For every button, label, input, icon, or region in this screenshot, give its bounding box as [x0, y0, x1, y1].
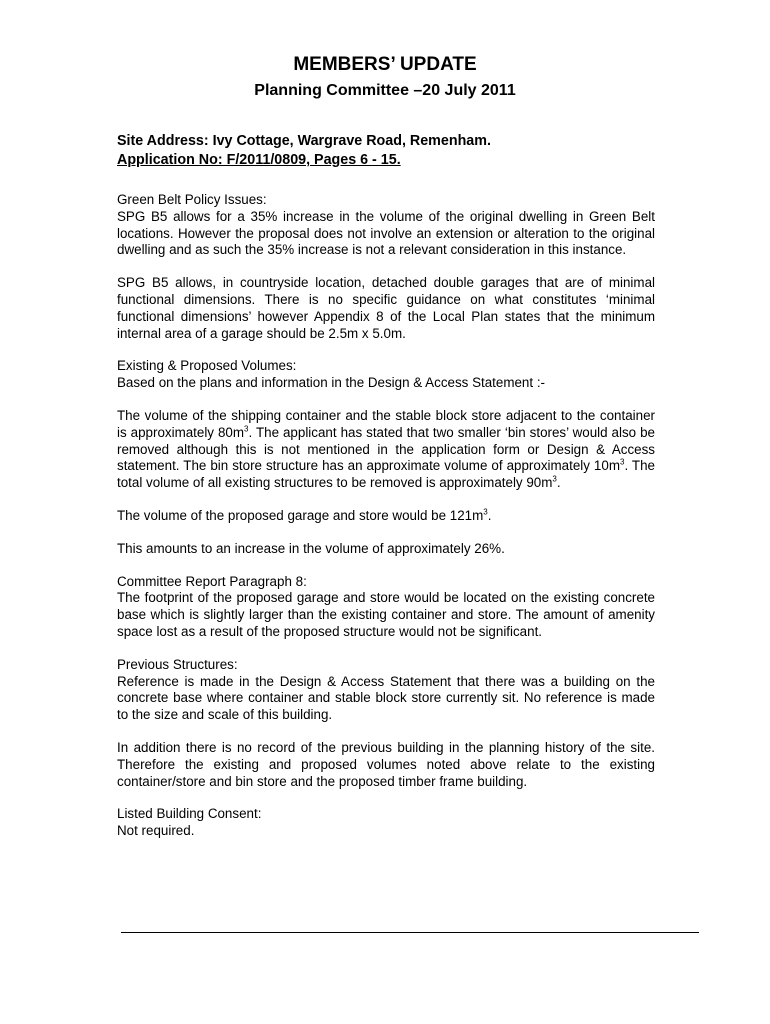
garage-guidance-section: [117, 275, 655, 342]
section-heading: Previous Structures:: [117, 656, 238, 672]
paragraph: SPG B5 allows, in countryside location, detached double garages that are of minimal functional dimensions. There is no specific guidance on what constitutes ‘minimal functional dimensions’ however Appendix 8 of the Local Plan states that the minimum internal area of a garage should be 2.5m x 5.0m.: [117, 275, 655, 341]
superscript: 3: [552, 474, 557, 484]
proposed-volume: [117, 508, 655, 525]
page-subtitle: Planning Committee –20 July 2011: [254, 82, 516, 99]
page-title: MEMBERS’ UPDATE: [293, 54, 477, 75]
green-belt-section: [117, 192, 655, 259]
document-body: [117, 132, 655, 840]
section-heading: Listed Building Consent:: [117, 806, 262, 822]
superscript: 3: [619, 457, 625, 467]
application-number: Application No: F/2011/0809, Pages 6 - 15.: [117, 152, 401, 168]
paragraph: Reference is made in the Design & Access Statement that there was a building on the concrete base where container and stable block store currently sit. No reference is made to the size and scale of this building.: [117, 673, 655, 723]
listed-building-section: [117, 806, 655, 840]
superscript: 3: [483, 507, 488, 517]
previous-history: [117, 740, 655, 790]
volumes-detail: [117, 408, 655, 492]
paragraph: The volume of the proposed garage and store would be $121m^3$.: [117, 507, 492, 523]
section-heading: Committee Report Paragraph 8:: [117, 573, 307, 589]
volumes-section: [117, 358, 655, 392]
section-heading: Green Belt Policy Issues:: [117, 192, 267, 207]
paragraph: SPG B5 allows for a 35% increase in the volume of the original dwelling in Green Belt locations. However the proposal does not involve an extension or alteration to the original dwelling and as such the 35% increase is not a relevant consideration in this instance.: [117, 208, 655, 258]
footer-divider: [121, 932, 699, 933]
site-address: Site Address: Ivy Cottage, Wargrave Road, Remenham.: [117, 133, 491, 149]
paragraph: In addition there is no record of the previous building in the planning history of the site. Therefore the existing and proposed volumes noted above relate to the existing container/store and bin store and the proposed timber frame building.: [117, 739, 655, 789]
paragraph: This amounts to an increase in the volume of approximately 26%.: [117, 540, 505, 556]
paragraph: Not required.: [117, 823, 195, 839]
section-heading: Existing & Proposed Volumes:: [117, 358, 297, 374]
superscript: 3: [244, 424, 249, 434]
previous-structures-section: [117, 657, 655, 724]
paragraph8-section: [117, 574, 655, 641]
paragraph: Based on the plans and information in the Design & Access Statement :-: [117, 375, 546, 391]
increase-statement: [117, 541, 655, 558]
paragraph: The footprint of the proposed garage and store would be located on the existing concrete base which is slightly larger than the existing container and store. The amount of amenity space lost as a result of the proposed structure would not be significant.: [117, 590, 655, 639]
paragraph: The volume of the shipping container and the stable block store adjacent to the container is approximately $80m^3$. The applicant has stated that two smaller ‘bin stores’ would also be removed although this is not mentioned in the application form or Design & Access statement. The bin store structure has an approximate volume of approximately $10m^3$. The total volume of all existing structures to be removed is approximately $90m^3$.: [117, 407, 655, 491]
